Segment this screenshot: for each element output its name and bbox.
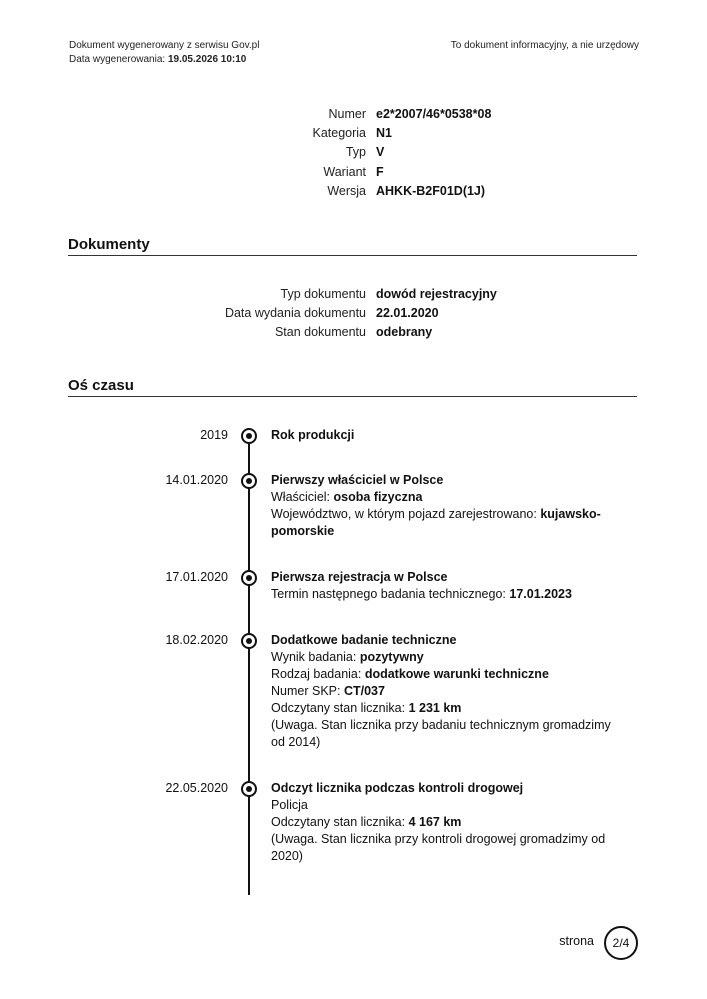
event-detail-label: Numer SKP: [271, 684, 344, 698]
event-detail-value: 1 231 km [408, 701, 462, 715]
vehicle-field-row [0, 184, 707, 203]
event-detail-line [271, 831, 611, 865]
vehicle-field-value: N1 [376, 126, 392, 141]
event-title: Pierwszy właściciel w Polsce [271, 473, 444, 487]
vehicle-field-value: V [376, 145, 385, 160]
event-detail-line [271, 797, 611, 814]
vehicle-fields [0, 107, 707, 203]
event-detail-value: osoba fizyczna [333, 490, 423, 504]
disclaimer: To dokument informacyjny, a nie urzędowy [450, 40, 639, 51]
generated-info [69, 39, 259, 67]
vehicle-field-key: Wariant [323, 164, 366, 179]
event-detail-line [271, 683, 611, 700]
event-detail-line [271, 814, 611, 831]
generated-date [69, 53, 259, 67]
event-title: Odczyt licznika podczas kontroli drogowej [271, 781, 524, 795]
event-details [271, 632, 611, 751]
event-detail-line [271, 666, 611, 683]
vehicle-field-value: e2*2007/46*0538*08 [376, 107, 492, 121]
event-detail-label: Właściciel: [271, 490, 334, 504]
document-field-row [0, 325, 707, 344]
documents-section-title: Dokumenty [68, 236, 150, 253]
event-detail-line [271, 506, 611, 540]
document-field-key: Typ dokumentu [280, 287, 366, 301]
event-title: Rok produkcji [271, 428, 355, 442]
event-detail-value: kujawsko-pomorskie [271, 507, 601, 538]
timeline-section-title: Oś czasu [68, 377, 134, 394]
event-details [271, 427, 611, 444]
document-field-value: dowód rejestracyjny [376, 287, 497, 301]
document-field-key: Stan dokumentu [274, 325, 366, 339]
vehicle-field-key: Wersja [327, 183, 366, 198]
event-detail-line [271, 717, 611, 751]
event-detail-label: Odczytany stan licznika: [271, 701, 409, 715]
event-details [271, 569, 611, 603]
event-detail-value: 4 167 km [408, 815, 462, 829]
document-field-value: odebrany [376, 325, 433, 339]
event-details [271, 472, 611, 540]
timeline-marker-icon [241, 633, 257, 649]
event-detail-value: dodatkowe warunki techniczne [364, 667, 549, 681]
event-detail-label: Policja [271, 798, 308, 812]
vehicle-field-row [0, 165, 707, 184]
document-field-key: Data wydania dokumentu [224, 306, 366, 320]
generated-source: Dokument wygenerowany z serwisu Gov.pl [69, 40, 260, 51]
vehicle-field-row [0, 126, 707, 145]
event-date: 17.01.2020 [165, 570, 228, 584]
vehicle-field-value: F [376, 164, 384, 179]
event-detail-line [271, 489, 611, 506]
vehicle-field-value: AHKK-B2F01D(1J) [376, 183, 486, 198]
timeline-divider [68, 396, 637, 397]
document-field-row [0, 306, 707, 325]
event-detail-value: CT/037 [343, 684, 385, 698]
event-date: 18.02.2020 [165, 633, 228, 647]
event-date: 14.01.2020 [165, 473, 228, 487]
timeline-marker-icon [241, 428, 257, 444]
event-details [271, 780, 611, 865]
page-label: strona [559, 934, 594, 948]
documents-divider [68, 255, 637, 256]
vehicle-field-row [0, 145, 707, 164]
event-title: Dodatkowe badanie techniczne [271, 633, 457, 647]
page-number-badge: 2/4 [604, 926, 638, 960]
vehicle-field-key: Typ [345, 145, 366, 160]
event-detail-label: Wynik badania: [271, 650, 360, 664]
event-detail-line [271, 700, 611, 717]
event-date: 22.05.2020 [165, 781, 228, 795]
event-detail-label: Odczytany stan licznika: [271, 815, 409, 829]
vehicle-field-key: Numer [328, 107, 366, 121]
event-detail-label: (Uwaga. Stan licznika przy badaniu technicznym gromadzimy od 2014) [271, 718, 611, 749]
vehicle-field-key: Kategoria [312, 126, 366, 141]
event-detail-value: pozytywny [359, 650, 424, 664]
generated-date-label: Data wygenerowania: [69, 54, 166, 65]
generated-date-value: 19.05.2026 10:10 [167, 54, 247, 65]
event-detail-line [271, 649, 611, 666]
event-detail-label: Województwo, w którym pojazd zarejestrowano: [271, 507, 541, 521]
timeline-marker-icon [241, 781, 257, 797]
event-detail-line [271, 586, 611, 603]
event-detail-label: Rodzaj badania: [271, 667, 365, 681]
document-field-row [0, 287, 707, 306]
timeline-axis [248, 433, 250, 895]
documents-fields [0, 287, 707, 344]
timeline-marker-icon [241, 570, 257, 586]
timeline-marker-icon [241, 473, 257, 489]
event-date: 2019 [200, 428, 228, 442]
document-field-value: 22.01.2020 [376, 306, 439, 320]
event-title: Pierwsza rejestracja w Polsce [271, 570, 448, 584]
vehicle-field-row [0, 107, 707, 126]
event-detail-label: (Uwaga. Stan licznika przy kontroli drogowej gromadzimy od 2020) [271, 832, 606, 863]
event-detail-value: 17.01.2023 [509, 587, 572, 601]
event-detail-label: Termin następnego badania technicznego: [271, 587, 510, 601]
